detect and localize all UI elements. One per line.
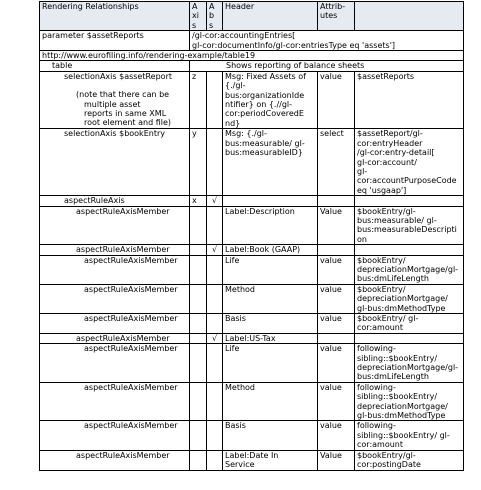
relationship-note-cont: multiple asset reports in same XML root element and file) — [84, 99, 172, 128]
table-row — [40, 344, 464, 383]
table-row — [40, 333, 464, 343]
header-cell: Method — [223, 284, 318, 313]
abs-cell — [207, 206, 223, 245]
abs-cell — [207, 450, 223, 470]
value-cell: $bookEntry/gl- cor:postingDate — [355, 450, 464, 470]
relationship-name: aspectRuleAxisMember — [40, 333, 190, 343]
table-description: Shows reporting of balance sheets — [190, 61, 464, 71]
table-row — [40, 421, 464, 450]
abs-cell — [207, 255, 223, 284]
axis-cell — [190, 284, 207, 313]
header-relationships: Rendering Relationships — [40, 2, 190, 31]
header-value — [355, 2, 464, 31]
value-cell — [355, 333, 464, 343]
table-row — [40, 71, 464, 128]
attr-cell: select — [318, 129, 355, 196]
table-row — [40, 382, 464, 421]
attr-cell: value — [318, 255, 355, 284]
abs-cell: √ — [207, 196, 223, 206]
value-cell — [355, 196, 464, 206]
axis-cell: z — [190, 71, 207, 128]
abs-cell: √ — [207, 245, 223, 255]
axis-cell — [190, 314, 207, 334]
axis-cell — [190, 206, 207, 245]
value-cell: $bookEntry/gl- bus:measurable/ gl- bus:measurableDescripti on — [355, 206, 464, 245]
value-cell: following- sibling::$bookEntry/ depreciationMortgage/ gl-bus:dmMethodType — [355, 382, 464, 421]
axis-cell: x — [190, 196, 207, 206]
relationship-label: selectionAxis $assetReport — [64, 71, 173, 81]
parameter-value: /gl-cor:accountingEntries[ gl-cor:documentInfo/gl-cor:entriesType eq 'assets'] — [190, 31, 464, 51]
parameter-label: parameter $assetReports — [40, 31, 190, 51]
header-cell — [223, 196, 318, 206]
table-row — [40, 61, 464, 71]
table-row — [40, 206, 464, 245]
relationship-name: aspectRuleAxisMember — [40, 245, 190, 255]
header-cell: Basis — [223, 421, 318, 450]
relationship-name: aspectRuleAxisMember — [40, 450, 190, 470]
table-row — [40, 284, 464, 313]
header-header: Header — [223, 2, 318, 31]
attr-cell — [318, 333, 355, 343]
relationship-note: (note that there can be — [76, 90, 170, 100]
axis-cell — [190, 255, 207, 284]
relationship-name: aspectRuleAxisMember — [40, 284, 190, 313]
value-cell: $bookEntry/ depreciationMortgage/gl- bus:dmLifeLength — [355, 255, 464, 284]
attr-cell — [318, 196, 355, 206]
relationship-name: aspectRuleAxisMember — [40, 255, 190, 284]
header-cell: Msg: Fixed Assets of {./gl- bus:organizationIde ntifier} on {.//gl- cor:periodCoveredE nd} — [223, 71, 318, 128]
value-cell: $assetReports — [355, 71, 464, 128]
table-row — [40, 314, 464, 334]
abs-cell — [207, 129, 223, 196]
table-row — [40, 450, 464, 470]
relationship-name: selectionAxis $bookEntry — [40, 129, 190, 196]
abs-cell — [207, 314, 223, 334]
header-row — [40, 2, 464, 31]
attr-cell: value — [318, 71, 355, 128]
abs-cell — [207, 382, 223, 421]
relationship-name: aspectRuleAxisMember — [40, 314, 190, 334]
abs-cell — [207, 344, 223, 383]
value-cell: $bookEntry/ gl- cor:amount — [355, 314, 464, 334]
parameter-row — [40, 31, 464, 51]
table-row — [40, 129, 464, 196]
attr-cell: value — [318, 382, 355, 421]
header-cell: Label:Description — [223, 206, 318, 245]
header-attributes: Attrib- utes — [318, 2, 355, 31]
relationship-name: aspectRuleAxisMember — [40, 344, 190, 383]
header-cell: Method — [223, 382, 318, 421]
header-cell: Label:Date In Service — [223, 450, 318, 470]
attr-cell: Value — [318, 450, 355, 470]
table-row — [40, 196, 464, 206]
axis-cell — [190, 245, 207, 255]
header-abs: A b s — [207, 2, 223, 31]
abs-cell — [207, 284, 223, 313]
attr-cell — [318, 245, 355, 255]
value-cell: following- sibling::$bookEntry/ gl- cor:amount — [355, 421, 464, 450]
url-row — [40, 51, 464, 61]
header-cell: Life — [223, 344, 318, 383]
relationship-name: aspectRuleAxisMember — [40, 421, 190, 450]
table-url: http://www.eurofiling.info/rendering-example/table19 — [40, 51, 464, 61]
header-cell: Msg: {./gl- bus:measurable/ gl- bus:measurableID} — [223, 129, 318, 196]
value-cell — [355, 245, 464, 255]
axis-cell: y — [190, 129, 207, 196]
header-cell: Life — [223, 255, 318, 284]
attr-cell: value — [318, 421, 355, 450]
table-label: table — [40, 61, 190, 71]
abs-cell — [207, 421, 223, 450]
abs-cell: √ — [207, 333, 223, 343]
relationship-name: aspectRuleAxisMember — [40, 206, 190, 245]
relationship-name: aspectRuleAxis — [40, 196, 190, 206]
value-cell: $assetReport/gl- cor:entryHeader /gl-cor:entry-detail[ gl-cor:account/ gl- cor:accountPurposeCode eq 'usgaap'] — [355, 129, 464, 196]
attr-cell: value — [318, 344, 355, 383]
attr-cell: value — [318, 284, 355, 313]
axis-cell — [190, 450, 207, 470]
attr-cell: value — [318, 314, 355, 334]
axis-cell — [190, 344, 207, 383]
header-cell: Basis — [223, 314, 318, 334]
rendering-relationships-table — [39, 1, 464, 471]
header-axis: A xi s — [190, 2, 207, 31]
relationship-name: aspectRuleAxisMember — [40, 382, 190, 421]
table-row — [40, 245, 464, 255]
axis-cell — [190, 333, 207, 343]
header-cell: Label:Book (GAAP) — [223, 245, 318, 255]
abs-cell — [207, 71, 223, 128]
header-cell: Label:US-Tax — [223, 333, 318, 343]
table-row — [40, 255, 464, 284]
attr-cell: Value — [318, 206, 355, 245]
axis-cell — [190, 382, 207, 421]
relationship-name — [40, 71, 190, 128]
axis-cell — [190, 421, 207, 450]
value-cell: following- sibling::$bookEntry/ depreciationMortgage/gl- bus:dmLifeLength — [355, 344, 464, 383]
value-cell: $bookEntry/ depreciationMortgage/ gl-bus:dmMethodType — [355, 284, 464, 313]
